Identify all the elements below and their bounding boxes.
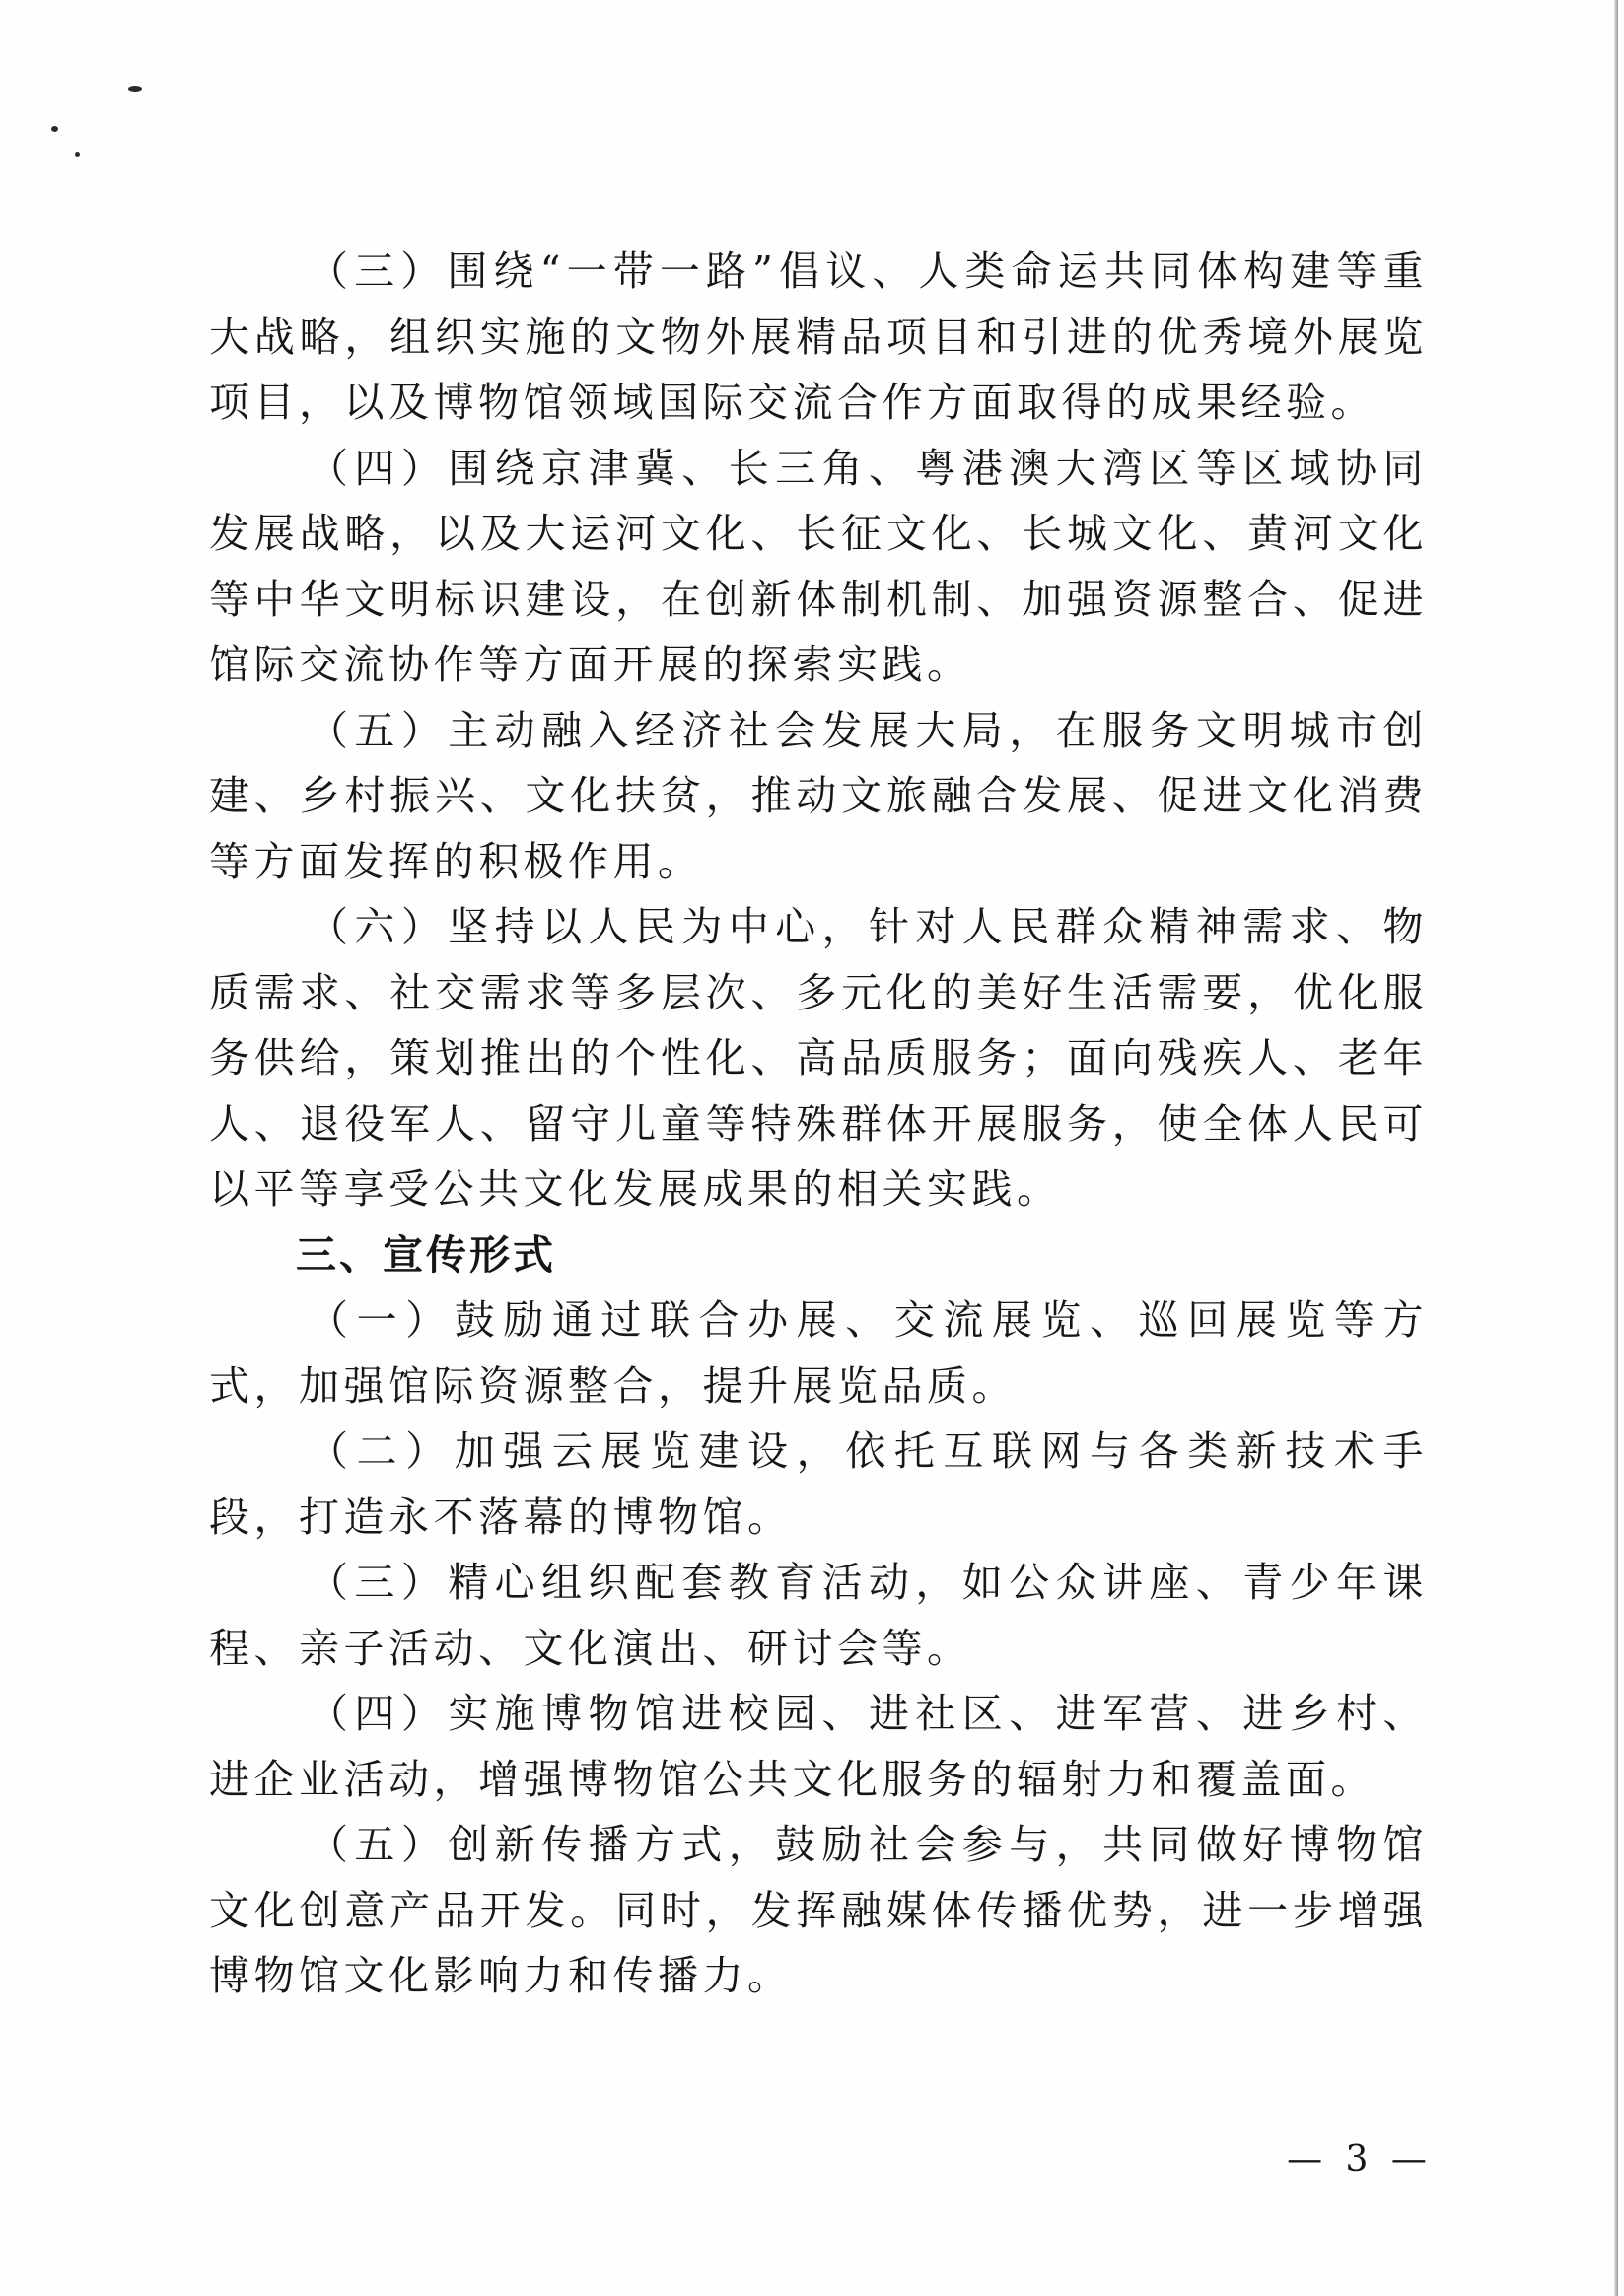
paragraph: （三）围绕“一带一路”倡议、人类命运共同体构建等重大战略，组织实施的文物外展精品项目和引进的优秀境外展览项目，以及博物馆领域国际交流合作方面取得的成果经验。 (209, 247, 1428, 426)
paragraph: （五）主动融入经济社会发展大局，在服务文明城市创建、乡村振兴、文化扶贫，推动文旅融合发展、促进文化消费等方面发挥的积极作用。 (209, 706, 1428, 885)
paragraph: （三）精心组织配套教育活动，如公众讲座、青少年课程、亲子活动、文化演出、研讨会等。 (209, 1559, 1428, 1672)
paragraph: （一）鼓励通过联合办展、交流展览、巡回展览等方式，加强馆际资源整合，提升展览品质。 (209, 1296, 1428, 1410)
paragraph: （五）创新传播方式，鼓励社会参与，共同做好博物馆文化创意产品开发。同时，发挥融媒体传播优势，进一步增强博物馆文化影响力和传播力。 (209, 1821, 1428, 1999)
paragraph: （四）实施博物馆进校园、进社区、进军营、进乡村、进企业活动，增强博物馆公共文化服务的辐射力和覆盖面。 (209, 1690, 1428, 1803)
paragraph: （四）围绕京津冀、长三角、粤港澳大湾区等区域协同发展战略，以及大运河文化、长征文化、长城文化、黄河文化等中华文明标识建设，在创新体制机制、加强资源整合、促进馆际交流协作等方面开展的探索实践。 (209, 444, 1428, 688)
scan-speck (75, 152, 80, 157)
scan-speck (51, 126, 58, 132)
scan-edge (1614, 0, 1618, 2296)
paragraph: （六）坚持以人民为中心，针对人民群众精神需求、物质需求、社交需求等多层次、多元化的美好生活需要，优化服务供给，策划推出的个性化、高品质服务；面向残疾人、老年人、退役军人、留守儿童等特殊群体开展服务，使全体人民可以平等享受公共文化发展成果的相关实践。 (209, 903, 1428, 1213)
paragraph: （二）加强云展览建设，依托互联网与各类新技术手段，打造永不落幕的博物馆。 (209, 1427, 1428, 1541)
document-body (209, 239, 1428, 2009)
page-number: — 3 — (1287, 2139, 1433, 2180)
scan-speck (128, 86, 142, 92)
section-heading: 三、宣传形式 (296, 1230, 556, 1279)
